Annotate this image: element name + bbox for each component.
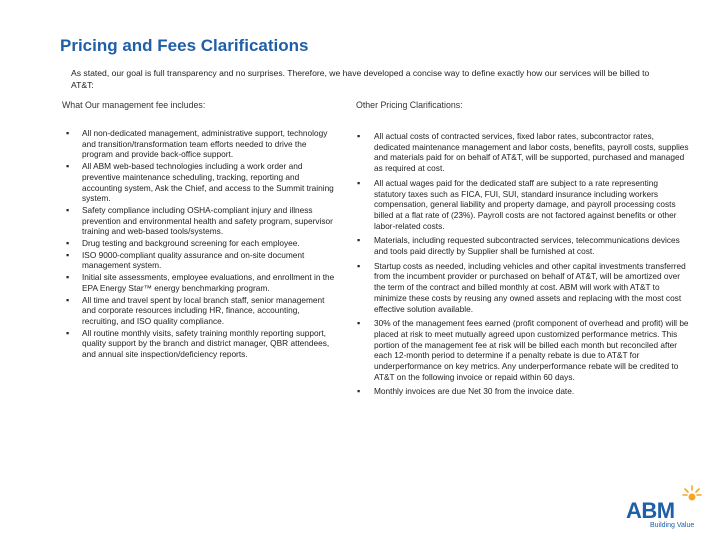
bullet-icon: ▪ (357, 235, 361, 246)
logo-wordmark: ABM (626, 498, 675, 523)
bullet-icon: ▪ (66, 294, 70, 305)
list-item: ▪ All time and travel spent by local branch staff, senior management and corporate resources including HR, finance, accounting, recruiting, and ISO quality compliance. (66, 294, 325, 326)
list-item: ▪ All actual wages paid for the dedicated staff are subject to a rate representing statutory taxes such as FICA, FUI, SUI, standard insurance including workers compensation, general liability and property damage, and payroll processing costs billed at a flat rate of (23%). Payroll costs are not factored against benefits or other labor-related costs. (357, 177, 677, 231)
management-fee-list (66, 128, 338, 361)
logo-tagline: Building Value (650, 522, 695, 529)
list-item: ▪ All ABM web-based technologies including a work order and preventive maintenance scheduling, tracking, reporting and accounting system, Ask the Chief, and access to the Summit training system. (66, 161, 334, 204)
page-title: Pricing and Fees Clarifications (60, 36, 309, 55)
bullet-icon: ▪ (66, 204, 70, 215)
bullet-icon: ▪ (66, 238, 70, 249)
bullet-icon: ▪ (66, 272, 70, 283)
bullet-icon: ▪ (357, 131, 361, 141)
list-item: ▪ Startup costs as needed, including vehicles and other capital investments transferred from the incumbent provider or purchased on behalf of AT&T, will be amortized over the term of the contract and billed monthly at cost. ABM will work with AT&T to minimize these costs by reusing any owned assets and replacing with the most cost effective solution available. (357, 260, 686, 314)
bullet-icon: ▪ (357, 318, 361, 329)
bullet-icon: ▪ (66, 327, 70, 338)
list-item: ▪ All routine monthly visits, safety training monthly reporting support, quality support by the branch and district manager, QBR attendees, and annual site inspection/deficiency reports. (66, 327, 330, 360)
abm-logo (622, 484, 712, 534)
bullet-icon: ▪ (66, 249, 70, 260)
bullet-icon: ▪ (357, 386, 361, 397)
intro-text: As stated, our goal is full transparency and no surprises. Therefore, we have developed a concise way to define exactly how our services will be billed to AT&T: (71, 68, 650, 90)
bullet-icon: ▪ (357, 260, 361, 271)
list-item: ▪ Drug testing and background screening for each employee. (66, 238, 300, 249)
bullet-icon: ▪ (357, 177, 361, 188)
list-item: ▪ Materials, including requested subcontracted services, telecommunications devices and tools paid directly by Supplier shall be furnished at cost. (357, 235, 680, 257)
right-column-heading: Other Pricing Clarifications: (356, 100, 463, 110)
list-item: ▪ All actual costs of contracted services, fixed labor rates, subcontractor rates, dedicated maintenance management and labor costs, benefits, payroll costs, supplies and materials paid for on behalf of AT&T, will be supported, purchased and managed as required at cost. (357, 131, 689, 174)
list-item: ▪ All non-dedicated management, administrative support, technology and transition/transformation team efforts needed to drive the program and provide back-office support. (66, 128, 328, 160)
list-item: ▪ 30% of the management fees earned (profit component of overhead and profit) will be placed at risk to meet mutually agreed upon customized performance metrics. This portion of the management fee at risk will be billed each month but reconciled after each 12-month period to determine if a penalty rebate is due to AT&T for underperformance on key metrics. Any underperformance rebate will be credited to AT&T on the following invoice or repaid within 60 days. (357, 318, 689, 382)
list-item: ▪ Initial site assessments, employee evaluations, and enrollment in the EPA Energy Star™ energy benchmarking program. (66, 272, 335, 293)
list-item: ▪ Monthly invoices are due Net 30 from the invoice date. (357, 386, 575, 397)
sun-icon (682, 484, 702, 504)
pricing-clarifications-list (357, 131, 692, 401)
list-item: ▪ ISO 9000-compliant quality assurance and on-site document management system. (66, 249, 305, 271)
list-item: ▪ Safety compliance including OSHA-compliant injury and illness prevention and environmental health and safety program, supervisor training and web-based tools/systems. (66, 204, 333, 237)
bullet-icon: ▪ (66, 161, 70, 172)
left-column-heading: What Our management fee includes: (62, 100, 206, 110)
bullet-icon: ▪ (66, 128, 70, 138)
